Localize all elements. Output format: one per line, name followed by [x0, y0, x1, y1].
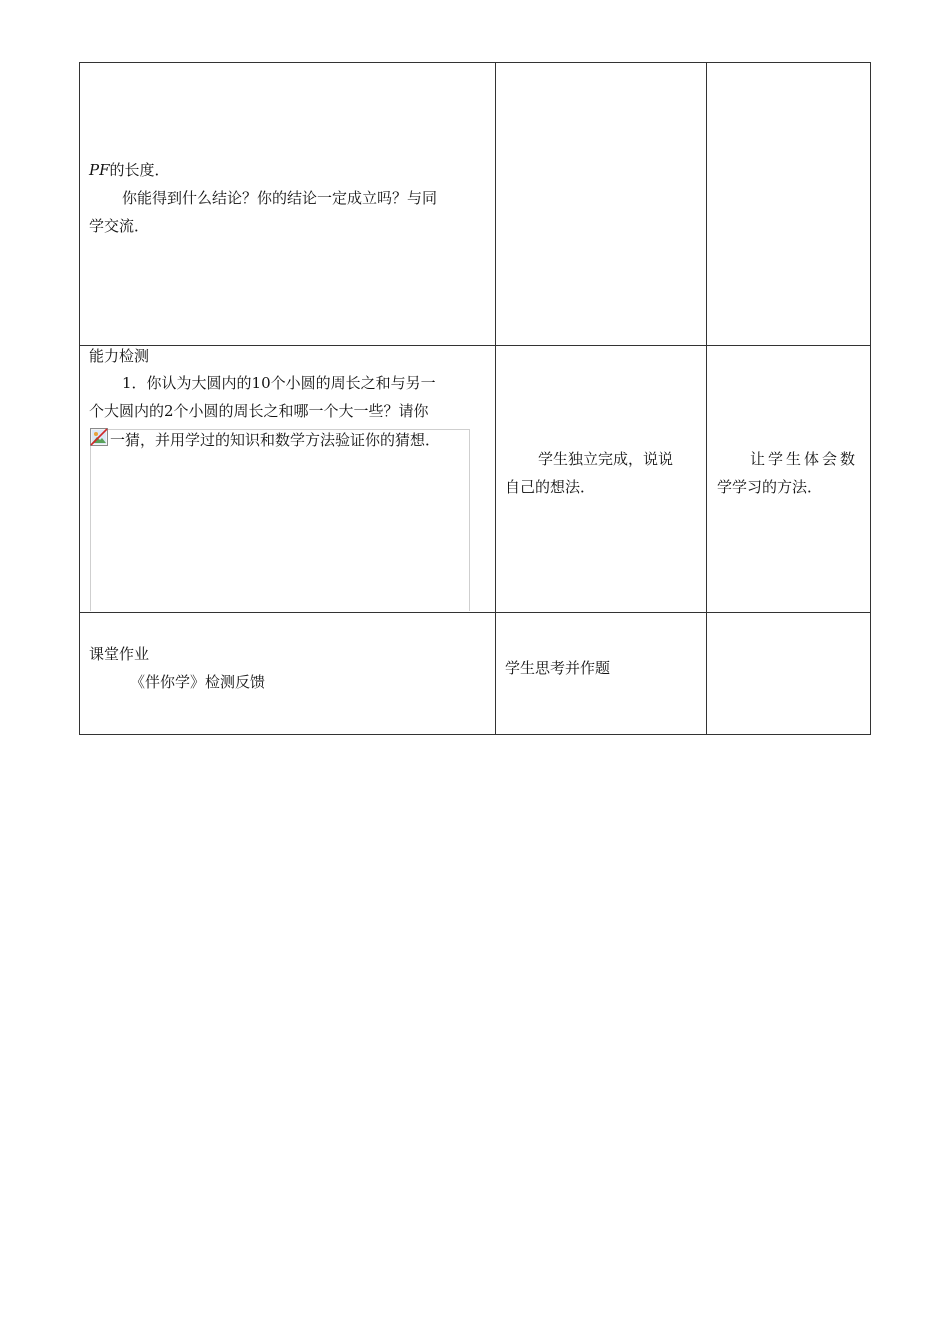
- homework-line1: 《伴你学》检测反馈: [130, 673, 266, 691]
- row1-line1: [89, 160, 170, 180]
- design-intent-line1: 让学生体会数: [750, 450, 859, 468]
- column-divider-2: [706, 63, 707, 734]
- row-divider-1: [80, 345, 870, 346]
- question1-line2: 个大圆内的2个小圆的周长之和哪一个大一些？请你: [89, 402, 429, 420]
- lesson-plan-table: [79, 62, 871, 735]
- question1-line3: 一猜，并用学过的知识和数学方法验证你的猜想．: [110, 431, 441, 449]
- ability-check-heading: 能力检测: [89, 347, 150, 365]
- column-divider-1: [495, 63, 496, 734]
- image-placeholder-frame: [90, 429, 470, 611]
- question1-line1: 1．你认为大圆内的10个小圆的周长之和与另一: [122, 374, 436, 392]
- row1-line2: 你能得到什么结论？你的结论一定成立吗？与同: [122, 189, 438, 207]
- broken-image-icon: [90, 428, 108, 446]
- pf-rest: 的长度．: [109, 161, 170, 179]
- homework-heading: 课堂作业: [89, 645, 150, 663]
- student-activity-line2: 自己的想法．: [505, 478, 596, 496]
- row1-line3: 学交流．: [89, 217, 150, 235]
- design-intent-line2: 学学习的方法．: [717, 478, 823, 496]
- student-activity-line1: 学生独立完成，说说: [538, 450, 674, 468]
- homework-student-activity: 学生思考并作题: [505, 659, 611, 677]
- row-divider-2: [80, 612, 870, 613]
- pf-italic: PF: [89, 161, 110, 179]
